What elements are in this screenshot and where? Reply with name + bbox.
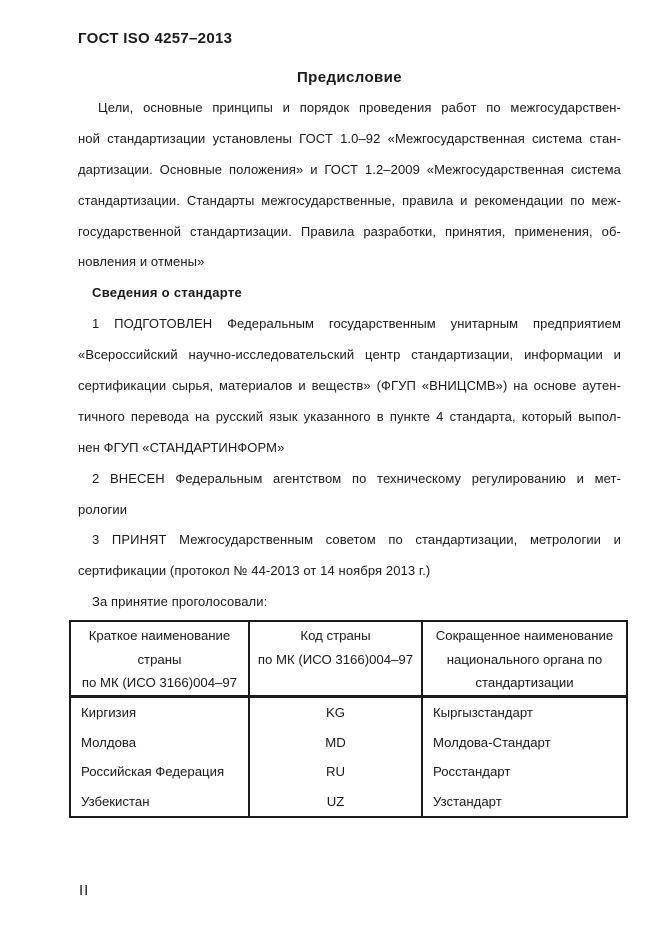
country-code-cell: UZ	[249, 787, 422, 818]
table-header-line: Сокращенное наименование	[435, 628, 614, 643]
text-line: 1 ПОДГОТОВЛЕН Федеральным государственным унитарным предприятием	[92, 316, 621, 332]
table-header-line: по МК (ИСО 3166)004–97	[257, 651, 414, 667]
table-header-cell	[70, 621, 249, 697]
country-code-cell: RU	[249, 757, 422, 787]
table-header-line: Код страны	[300, 628, 371, 643]
table-row	[70, 757, 627, 787]
table-header-line: Краткое наименование	[88, 628, 231, 643]
table-row	[70, 697, 627, 728]
text-line: нен ФГУП «СТАНДАРТИНФОРМ»	[78, 439, 285, 455]
text-line: сертификации (протокол № 44-2013 от 14 ноября 2013 г.)	[78, 563, 431, 579]
table-header-cell	[249, 621, 422, 697]
org-cell: Росстандарт	[422, 757, 627, 787]
text-line: рологии	[78, 501, 128, 517]
org-cell: Узстандарт	[422, 787, 627, 818]
document-body	[78, 93, 621, 618]
document-code: ГОСТ ISO 4257–2013	[78, 30, 233, 47]
text-line: 3 ПРИНЯТ Межгосударственным советом по стандартизации, метрологии и	[92, 532, 621, 548]
table-header-line: страны	[137, 651, 182, 667]
country-cell: Молдова	[81, 734, 137, 750]
table-header-row	[70, 621, 627, 697]
voting-table-body	[70, 697, 627, 818]
table-header-cell	[422, 621, 627, 697]
text-line: дартизации. Основные положения» и ГОСТ 1.2–2009 «Межгосударственная система	[78, 161, 621, 177]
text-line: ной стандартизации установлены ГОСТ 1.0–92 «Межгосударственная система стан-	[78, 130, 621, 146]
table-header-line: по МК (ИСО 3166)004–97	[81, 675, 238, 690]
voting-table-header	[70, 621, 627, 697]
table-row	[70, 728, 627, 758]
table-header-line: национального органа по	[446, 651, 603, 667]
text-line: Цели, основные принципы и порядок проведения работ по межгосударствен-	[98, 100, 621, 115]
country-cell: Киргизия	[81, 705, 137, 721]
text-line: сертификации сырья, материалов и веществ» (ФГУП «ВНИЦСМВ») на основе аутен-	[78, 378, 621, 394]
table-header-line: стандартизации	[475, 675, 574, 690]
page-number: II	[79, 882, 90, 899]
country-cell: Узбекистан	[81, 793, 150, 809]
country-code-cell: MD	[249, 728, 422, 758]
country-code-cell: KG	[249, 697, 422, 728]
section-heading-line: Сведения о стандарте	[92, 285, 243, 301]
text-line: тичного перевода на русский язык указанного в пункте 4 стандарта, который выпол-	[78, 408, 621, 424]
page-title: Предисловие	[296, 69, 403, 86]
org-cell: Кыргызстандарт	[422, 697, 627, 728]
text-line: 2 ВНЕСЕН Федеральным агентством по техническому регулированию и мет-	[92, 470, 621, 486]
voting-table	[69, 620, 628, 818]
text-line: «Всероссийский научно-исследовательский центр стандартизации, информации и	[78, 347, 621, 363]
table-row	[70, 787, 627, 818]
country-cell: Российская Федерация	[81, 764, 225, 780]
org-cell: Молдова-Стандарт	[422, 728, 627, 758]
text-line: За принятие проголосовали:	[92, 594, 268, 610]
text-line: государственной стандартизации. Правила разработки, принятия, применения, об-	[78, 223, 621, 239]
text-line: новления и отмены»	[78, 254, 205, 270]
text-line: стандартизации. Стандарты межгосударственные, правила и рекомендации по меж-	[78, 192, 621, 208]
